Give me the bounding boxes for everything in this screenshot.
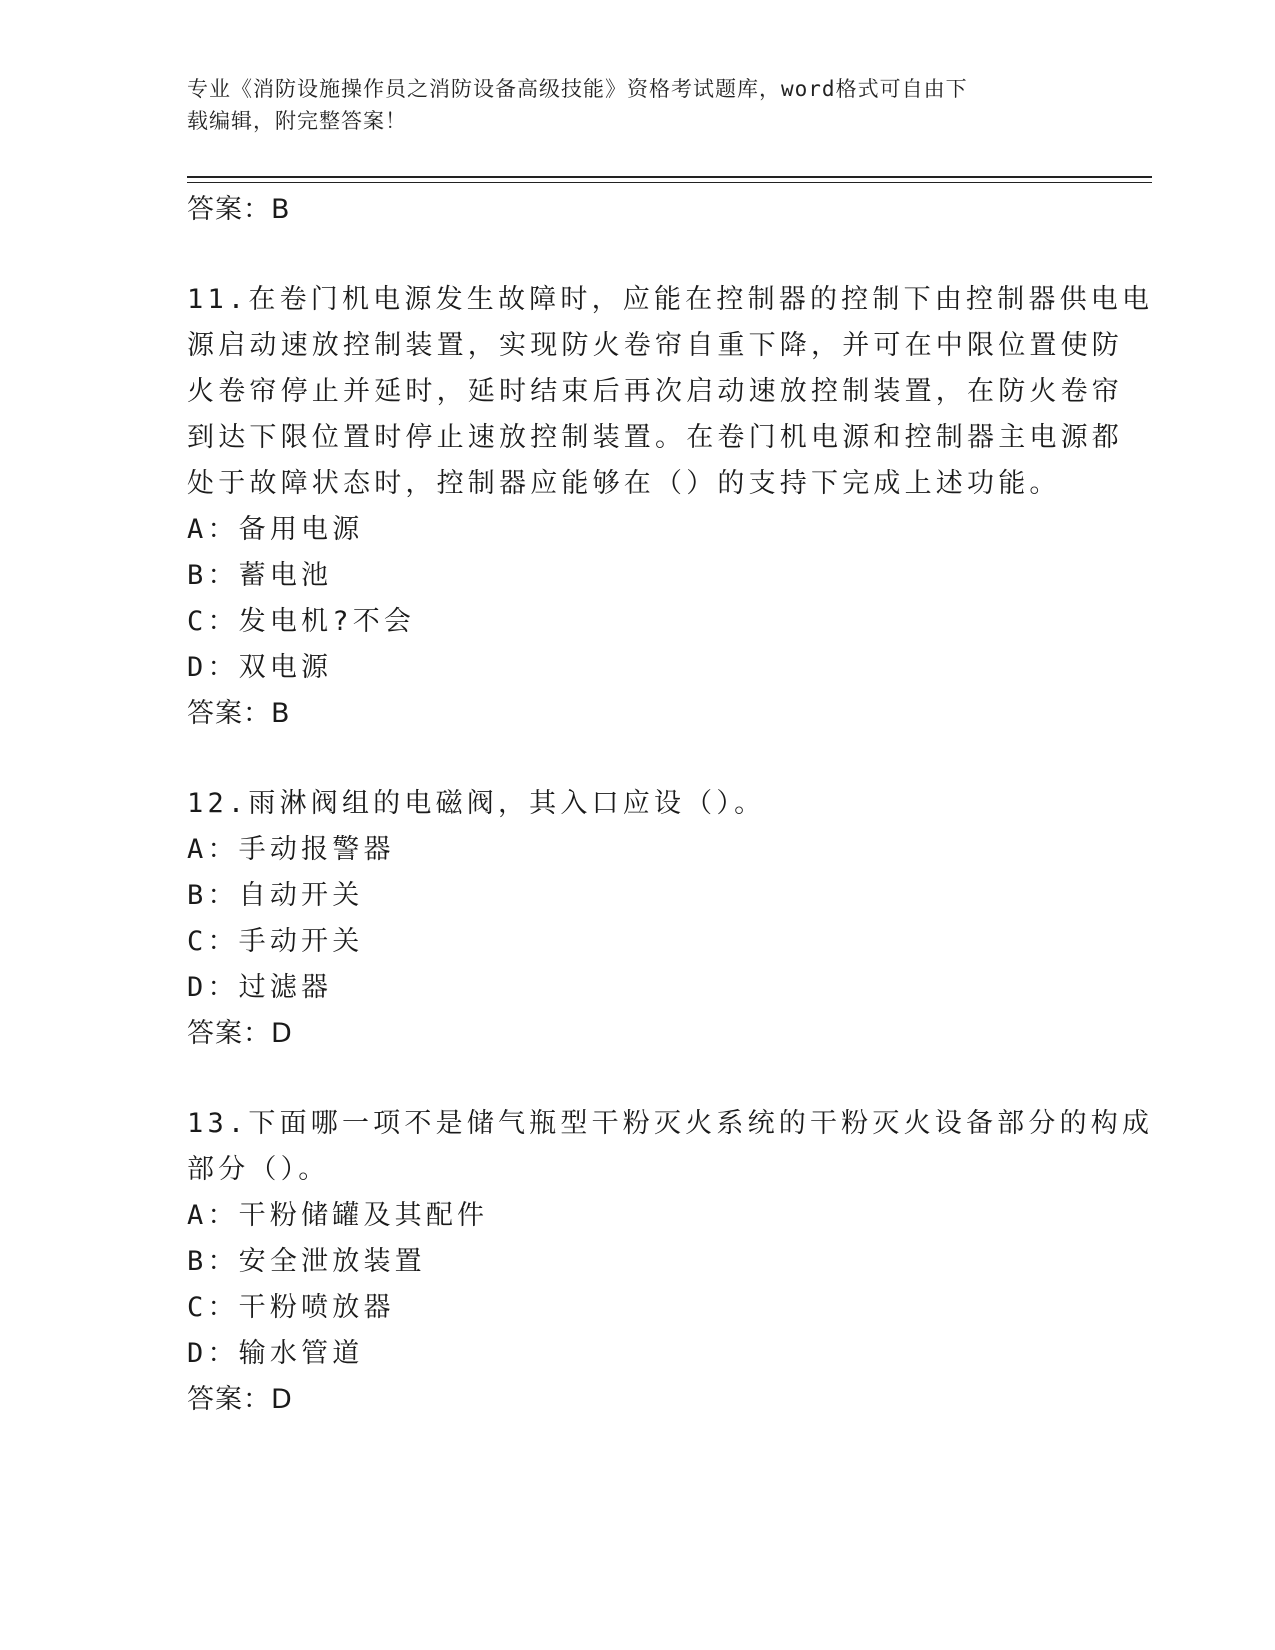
spacer: [187, 737, 1087, 781]
option-b: B：自动开关: [187, 880, 364, 911]
header-line-2: 载编辑，附完整答案！: [187, 109, 407, 133]
option-c: C：手动开关: [187, 926, 364, 957]
option-c: C：干粉喷放器: [187, 1292, 395, 1323]
option-d: D：过滤器: [187, 972, 333, 1003]
option-d: D：双电源: [187, 652, 333, 683]
document-header: [187, 73, 1067, 137]
question-text-line: 源启动速放控制装置，实现防火卷帘自重下降，并可在中限位置使防: [187, 330, 1123, 361]
header-rule-thick: [187, 176, 1152, 178]
spacer: [187, 233, 1087, 277]
option-b: B：蓄电池: [187, 560, 333, 591]
question-text-line: 处于故障状态时，控制器应能够在（）的支持下完成上述功能。: [187, 468, 1061, 499]
option-a: A：干粉储罐及其配件: [187, 1200, 489, 1231]
question-block-11: [187, 277, 1154, 737]
option-c: C：发电机?不会: [187, 606, 416, 637]
answer: 答案：B: [187, 698, 291, 729]
answer-previous: 答案：B: [187, 194, 291, 225]
question-block-13: [187, 1101, 1154, 1423]
question-text-line: 火卷帘停止并延时，延时结束后再次启动速放控制装置，在防火卷帘: [187, 376, 1123, 407]
option-b: B：安全泄放装置: [187, 1246, 426, 1277]
header-line-1: 专业《消防设施操作员之消防设备高级技能》资格考试题库，word格式可自由下: [187, 77, 968, 101]
question-text-line: 11.在卷门机电源发生故障时，应能在控制器的控制下由控制器供电电: [187, 284, 1154, 315]
question-text-line: 部分（）。: [187, 1154, 330, 1185]
option-a: A：备用电源: [187, 514, 364, 545]
option-d: D：输水管道: [187, 1338, 364, 1369]
question-content: [187, 187, 1154, 1423]
question-text-line: 13.下面哪一项不是储气瓶型干粉灭火系统的干粉灭火设备部分的构成: [187, 1108, 1154, 1139]
question-text-line: 到达下限位置时停止速放控制装置。在卷门机电源和控制器主电源都: [187, 422, 1123, 453]
header-rule-thin: [187, 182, 1152, 183]
option-a: A：手动报警器: [187, 834, 395, 865]
question-block-12: [187, 781, 1087, 1057]
answer: 答案：D: [187, 1384, 293, 1415]
answer: 答案：D: [187, 1018, 293, 1049]
spacer: [187, 1057, 1087, 1101]
question-text-line: 12.雨淋阀组的电磁阀，其入口应设（）。: [187, 788, 766, 819]
